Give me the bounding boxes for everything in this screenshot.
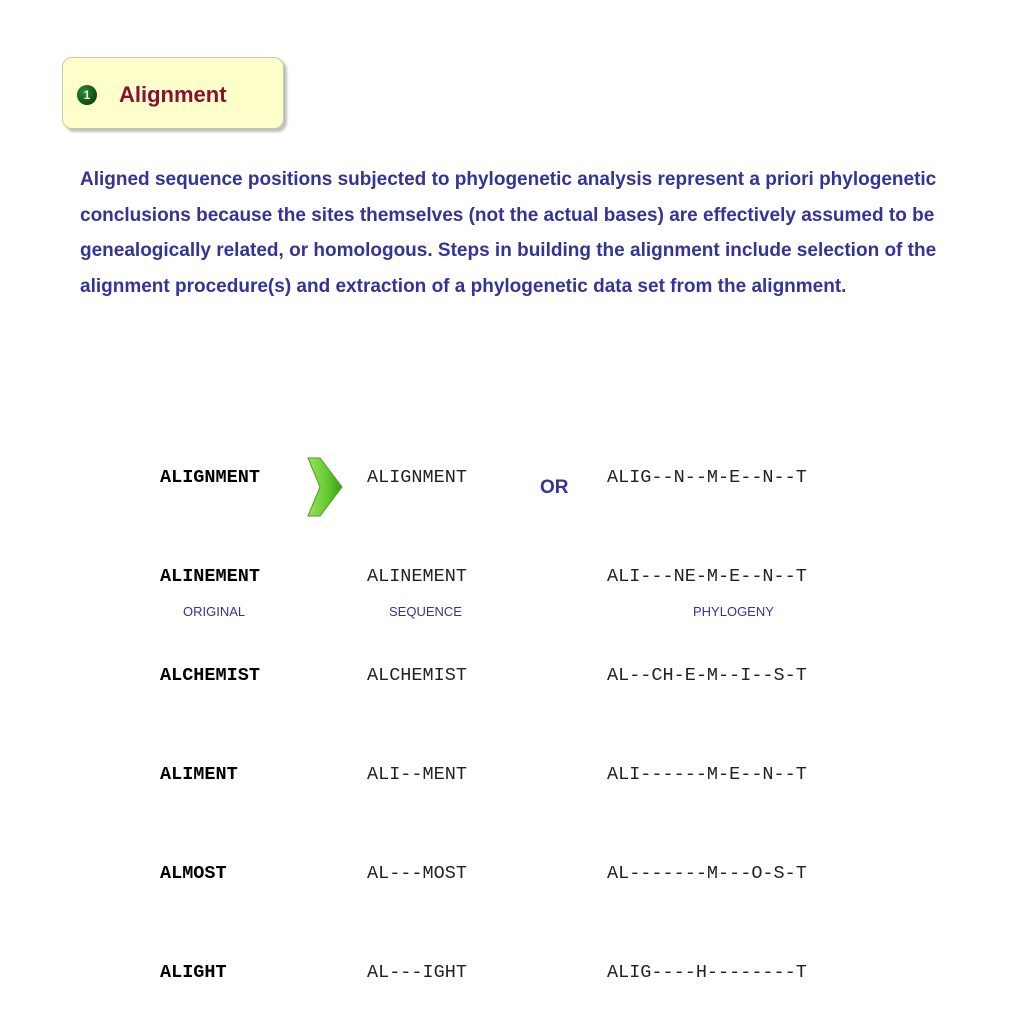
body-paragraph: Aligned sequence positions subjected to phylogenetic analysis represent a priori phylogenetic conclusions because the sites themselves (not the actual bases) are effectively assumed to be genealogically related, or homologous. Steps in building the alignment include selection of the alignment procedure(s) and extraction of a phylogenetic data set from the alignment. bbox=[80, 169, 937, 297]
sequence-row: AL---IGHT bbox=[367, 962, 467, 983]
phylogeny-row: ALIG----H--------T bbox=[607, 962, 807, 983]
original-label: ORIGINAL bbox=[183, 604, 246, 619]
or-label: OR bbox=[540, 477, 569, 498]
phylogeny-row: ALI------M-E--N--T bbox=[607, 764, 807, 785]
sequence-row: AL---MOST bbox=[367, 863, 467, 884]
original-row: ALCHEMIST bbox=[160, 665, 260, 686]
phylogeny-row: AL--CH-E-M--I--S-T bbox=[607, 665, 807, 686]
numbered-circle-icon: 1 bbox=[77, 85, 97, 105]
sequence-label: SEQUENCE bbox=[389, 604, 462, 619]
sequence-column bbox=[367, 395, 467, 1022]
phylogeny-row: ALIG--N--M-E--N--T bbox=[607, 467, 807, 488]
sequence-row: ALI--MENT bbox=[367, 764, 467, 785]
original-row: ALIMENT bbox=[160, 764, 238, 785]
sequence-row: ALIGNMENT bbox=[367, 467, 467, 488]
sequence-row: ALINEMENT bbox=[367, 566, 467, 587]
original-row: ALIGNMENT bbox=[160, 467, 260, 488]
original-row: ALIGHT bbox=[160, 962, 227, 983]
title-box bbox=[62, 57, 284, 129]
original-column bbox=[160, 395, 260, 1022]
phylogeny-label: PHYLOGENY bbox=[693, 604, 774, 619]
phylogeny-row: AL-------M---O-S-T bbox=[607, 863, 807, 884]
original-row: ALMOST bbox=[160, 863, 227, 884]
original-row: ALINEMENT bbox=[160, 566, 260, 587]
sequence-row: ALCHEMIST bbox=[367, 665, 467, 686]
phylogeny-row: ALI---NE-M-E--N--T bbox=[607, 566, 807, 587]
phylogeny-column bbox=[607, 395, 807, 1022]
slide-title: Alignment bbox=[119, 82, 227, 107]
right-arrow-icon bbox=[306, 454, 346, 520]
